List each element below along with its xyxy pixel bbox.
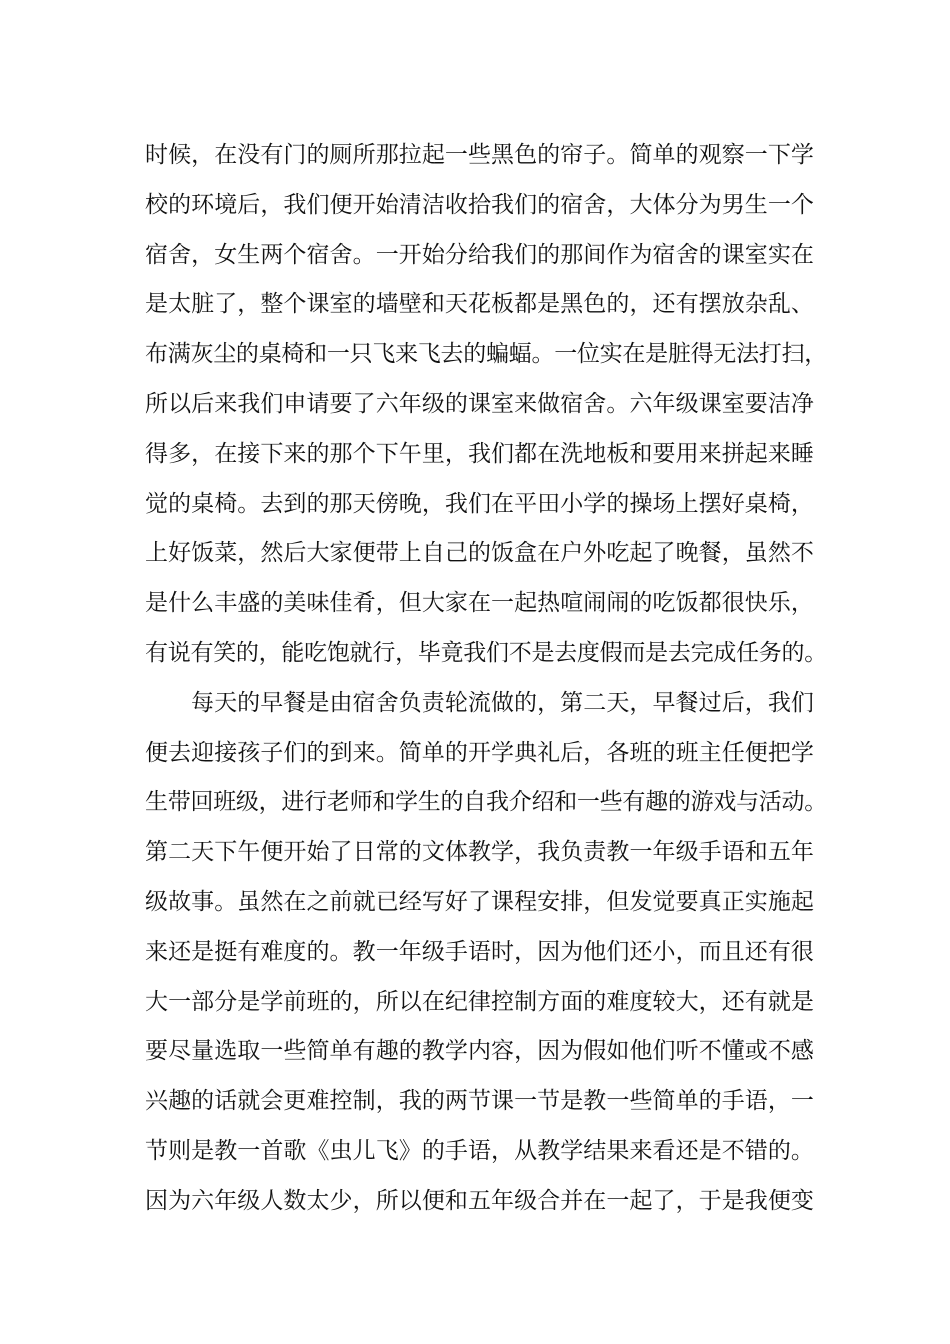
text-line: 时候，在没有门的厕所那拉起一些黑色的帘子。简单的观察一下学 xyxy=(145,142,814,168)
text-line: 生带回班级，进行老师和学生的自我介绍和一些有趣的游戏与活动。 xyxy=(145,789,828,816)
text-line: 是什么丰盛的美味佳肴，但大家在一起热喧闹闹的吃饭都很快乐， xyxy=(145,590,814,617)
text-line: 觉的桌椅。去到的那天傍晚，我们在平田小学的操场上摆好桌椅， xyxy=(145,490,814,517)
text-line: 每天的早餐是由宿舍负责轮流做的，第二天，早餐过后，我们 xyxy=(191,689,814,716)
text-line: 是太脏了，整个课室的墙壁和天花板都是黑色的，还有摆放杂乱、 xyxy=(145,291,814,318)
body-text xyxy=(145,131,828,1227)
text-line: 所以后来我们申请要了六年级的课室来做宿舍。六年级课室要洁净 xyxy=(145,390,814,417)
text-line: 因为六年级人数太少，所以便和五年级合并在一起了，于是我便变 xyxy=(145,1187,814,1214)
text-line: 级故事。虽然在之前就已经写好了课程安排，但发觉要真正实施起 xyxy=(145,888,814,915)
text-line: 有说有笑的，能吃饱就行，毕竟我们不是去度假而是去完成任务的。 xyxy=(145,639,828,666)
text-line: 大一部分是学前班的，所以在纪律控制方面的难度较大，还有就是 xyxy=(145,988,814,1015)
text-line: 布满灰尘的桌椅和一只飞来飞去的蝙蝠。一位实在是脏得无法打扫， xyxy=(145,341,828,368)
text-line: 校的环境后，我们便开始清洁收拾我们的宿舍，大体分为男生一个 xyxy=(145,191,814,218)
text-line: 上好饭菜，然后大家便带上自己的饭盒在户外吃起了晚餐，虽然不 xyxy=(145,540,814,567)
text-line: 兴趣的话就会更难控制，我的两节课一节是教一些简单的手语，一 xyxy=(145,1088,814,1115)
text-line: 便去迎接孩子们的到来。简单的开学典礼后，各班的班主任便把学 xyxy=(145,739,814,766)
text-line: 节则是教一首歌《虫儿飞》的手语，从教学结果来看还是不错的。 xyxy=(145,1137,814,1164)
text-line: 来还是挺有难度的。教一年级手语时，因为他们还小，而且还有很 xyxy=(145,938,814,965)
text-line: 宿舍，女生两个宿舍。一开始分给我们的那间作为宿舍的课室实在 xyxy=(145,241,814,268)
text-line: 第二天下午便开始了日常的文体教学，我负责教一年级手语和五年 xyxy=(145,839,814,866)
text-line: 要尽量选取一些简单有趣的教学内容，因为假如他们听不懂或不感 xyxy=(145,1038,814,1065)
text-line: 得多，在接下来的那个下午里，我们都在洗地板和要用来拼起来睡 xyxy=(145,440,814,467)
